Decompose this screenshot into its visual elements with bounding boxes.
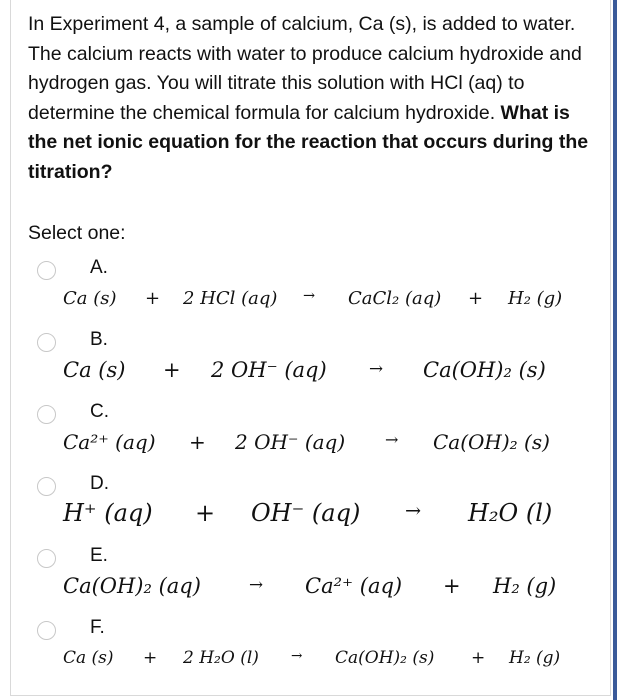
eq-term: → [303, 288, 316, 304]
eq-term: OH⁻ (aq) [251, 499, 361, 527]
eq-term: + [471, 648, 486, 668]
eq-term: → [385, 430, 399, 449]
option-e[interactable] [0, 547, 627, 617]
eq-term: CaCl₂ (aq) [348, 288, 442, 309]
option-b-radio[interactable] [37, 333, 56, 352]
question-prompt: What is the net ionic equation for the reaction that occurs during the titration? [28, 101, 589, 183]
eq-term: 2 H₂O (l) [183, 648, 259, 668]
option-c-radio[interactable] [37, 405, 56, 424]
option-e-radio[interactable] [37, 549, 56, 568]
option-e-letter: E. [90, 545, 108, 566]
eq-term: + [189, 430, 206, 454]
eq-term: → [291, 648, 303, 664]
eq-term: Ca (s) [63, 358, 126, 382]
eq-term: Ca(OH)₂ (aq) [63, 574, 201, 598]
eq-term: + [143, 648, 158, 668]
eq-term: H₂ (g) [508, 288, 563, 309]
eq-term: → [369, 358, 384, 378]
select-one-label: Select one: [28, 222, 126, 244]
option-a-radio[interactable] [37, 261, 56, 280]
eq-term: Ca (s) [63, 648, 114, 668]
option-d[interactable] [0, 475, 627, 545]
eq-term: → [405, 499, 422, 522]
question-text [28, 10, 598, 187]
eq-term: H₂O (l) [468, 499, 553, 527]
eq-term: H₂ (g) [509, 648, 561, 668]
eq-term: + [163, 358, 181, 382]
option-c[interactable] [0, 403, 627, 473]
option-d-radio[interactable] [37, 477, 56, 496]
option-a-letter: A. [90, 257, 108, 278]
eq-term: Ca(OH)₂ (s) [335, 648, 435, 668]
eq-term: 2 OH⁻ (aq) [235, 430, 346, 454]
question-body: In Experiment 4, a sample of calcium, Ca (s), is added to water. The calcium reacts with water to produce calcium hydroxide and hydrogen gas. You will titrate this solution with HCl (aq) to determine the chemical formula for calcium hydroxide. [28, 13, 582, 124]
eq-term: 2 OH⁻ (aq) [211, 358, 327, 382]
option-f-radio[interactable] [37, 621, 56, 640]
option-b-letter: B. [90, 329, 108, 350]
option-a[interactable] [0, 259, 627, 329]
option-b[interactable] [0, 331, 627, 401]
eq-term: + [443, 574, 461, 598]
option-f[interactable] [0, 619, 627, 689]
option-d-letter: D. [90, 473, 109, 494]
eq-term: → [249, 574, 264, 594]
eq-term: H₂ (g) [493, 574, 557, 598]
option-c-letter: C. [90, 401, 109, 422]
eq-term: + [195, 499, 216, 527]
option-f-letter: F. [90, 617, 105, 638]
eq-term: Ca (s) [63, 288, 117, 309]
eq-term: Ca(OH)₂ (s) [433, 430, 550, 454]
eq-term: Ca²⁺ (aq) [305, 574, 403, 598]
eq-term: H⁺ (aq) [63, 499, 153, 527]
eq-term: Ca²⁺ (aq) [63, 430, 156, 454]
eq-term: 2 HCl (aq) [183, 288, 278, 309]
eq-term: Ca(OH)₂ (s) [423, 358, 546, 382]
eq-term: + [468, 288, 484, 309]
eq-term: + [145, 288, 161, 309]
